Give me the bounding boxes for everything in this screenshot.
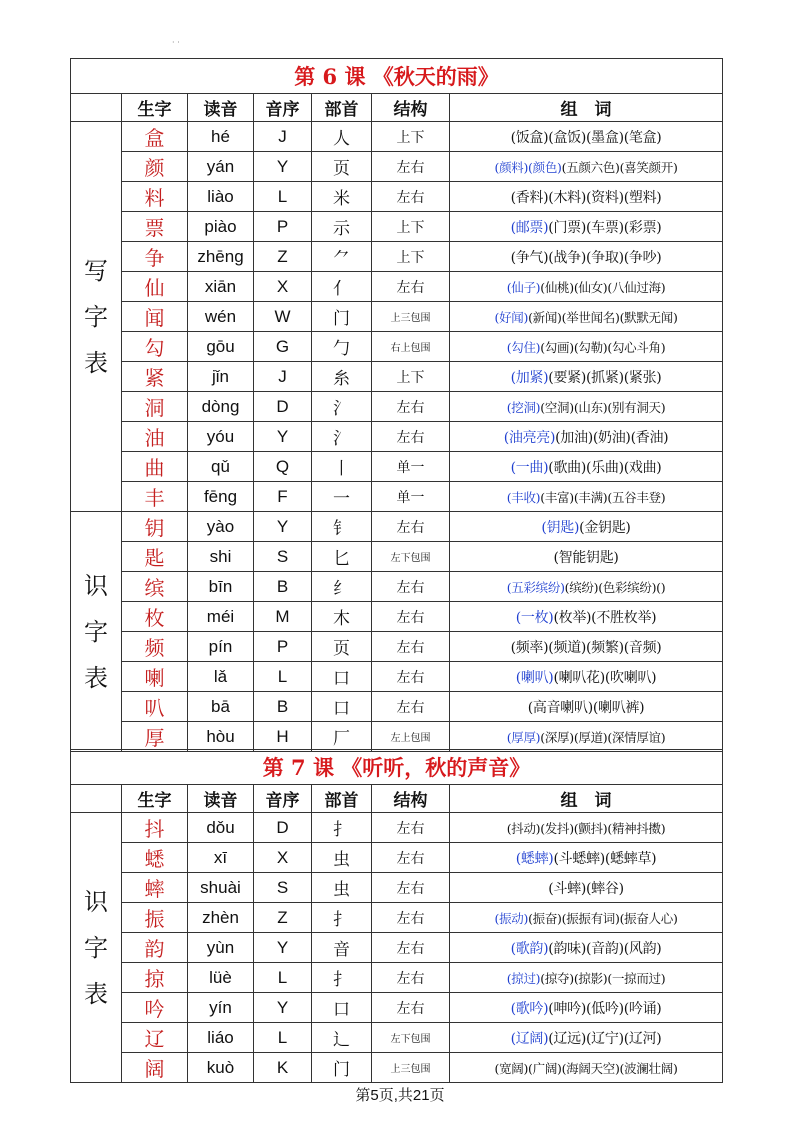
other-words: (香料)(木料)(资料)(塑料): [510, 189, 662, 206]
header-row: [71, 94, 723, 122]
highlight-words: (一枚): [515, 609, 554, 626]
table-row: [71, 422, 723, 452]
pinyin-cell: hòu: [188, 722, 254, 752]
order-cell: P: [254, 212, 312, 242]
table-row: [71, 392, 723, 422]
char-cell: 闻: [122, 302, 188, 332]
structure-cell: 左右: [372, 933, 450, 963]
table-row: [71, 512, 723, 542]
other-words: (抖动)(发抖)(颤抖)(精神抖擞): [506, 820, 666, 836]
lesson-6-table: [70, 58, 723, 752]
words-cell: [450, 452, 723, 482]
structure-cell: 左右: [372, 512, 450, 542]
highlight-words: (好闻): [494, 309, 529, 325]
scan-mark: · ·: [172, 38, 180, 47]
words-cell: [450, 512, 723, 542]
radical-cell: 虫: [312, 843, 372, 873]
pinyin-cell: yóu: [188, 422, 254, 452]
char-cell: 喇: [122, 662, 188, 692]
pinyin-cell: bā: [188, 692, 254, 722]
highlight-words: (油亮亮): [503, 429, 556, 446]
order-cell: S: [254, 542, 312, 572]
structure-cell: 左右: [372, 602, 450, 632]
words-cell: [450, 843, 723, 873]
order-cell: H: [254, 722, 312, 752]
radical-cell: 页: [312, 152, 372, 182]
words-cell: [450, 813, 723, 843]
char-cell: 颜: [122, 152, 188, 182]
radical-cell: 一: [312, 482, 372, 512]
highlight-words: (掠过): [506, 970, 541, 986]
order-cell: P: [254, 632, 312, 662]
order-cell: B: [254, 572, 312, 602]
words-cell: [450, 572, 723, 602]
other-words: (韵味)(音韵)(风韵): [548, 940, 662, 957]
header-blank: [71, 785, 122, 813]
category-glyph: 字: [84, 933, 108, 962]
header-radical: 部首: [312, 94, 372, 122]
table-row: [71, 542, 723, 572]
category-glyph: 表: [84, 663, 108, 692]
table-row: [71, 272, 723, 302]
char-cell: 匙: [122, 542, 188, 572]
other-words: (掠夺)(掠影)(一掠而过): [540, 970, 666, 986]
order-cell: X: [254, 272, 312, 302]
table-row: [71, 572, 723, 602]
order-cell: J: [254, 122, 312, 152]
table-row: [71, 692, 723, 722]
pinyin-cell: xiān: [188, 272, 254, 302]
structure-cell: 左右: [372, 152, 450, 182]
order-cell: Z: [254, 242, 312, 272]
radical-cell: 糸: [312, 362, 372, 392]
category-glyph: 识: [84, 887, 108, 916]
char-cell: 钥: [122, 512, 188, 542]
structure-cell: 右上包围: [372, 332, 450, 362]
radical-cell: 匕: [312, 542, 372, 572]
pinyin-cell: zhèn: [188, 903, 254, 933]
table-row: [71, 903, 723, 933]
words-cell: [450, 692, 723, 722]
radical-cell: 页: [312, 632, 372, 662]
pinyin-cell: yùn: [188, 933, 254, 963]
header-char: 生字: [122, 785, 188, 813]
pinyin-cell: dǒu: [188, 813, 254, 843]
header-blank: [71, 94, 122, 122]
radical-cell: 人: [312, 122, 372, 152]
pinyin-cell: hé: [188, 122, 254, 152]
header-char: 生字: [122, 94, 188, 122]
pinyin-cell: xī: [188, 843, 254, 873]
words-cell: [450, 662, 723, 692]
pinyin-cell: shi: [188, 542, 254, 572]
pinyin-cell: lüè: [188, 963, 254, 993]
table-row: [71, 332, 723, 362]
header-structure: 结构: [372, 785, 450, 813]
pinyin-cell: méi: [188, 602, 254, 632]
words-cell: [450, 212, 723, 242]
structure-cell: 上下: [372, 122, 450, 152]
other-words: (饭盒)(盒饭)(墨盒)(笔盒): [510, 129, 662, 146]
pinyin-cell: piào: [188, 212, 254, 242]
radical-cell: 辶: [312, 1023, 372, 1053]
category-label: [71, 813, 122, 1083]
structure-cell: 左右: [372, 963, 450, 993]
char-cell: 蟋: [122, 843, 188, 873]
order-cell: Z: [254, 903, 312, 933]
words-cell: [450, 903, 723, 933]
char-cell: 厚: [122, 722, 188, 752]
radical-cell: 氵: [312, 422, 372, 452]
category-glyph: 写: [84, 256, 108, 285]
other-words: (五颜六色)(喜笑颜开): [561, 159, 678, 175]
structure-cell: 左下包围: [372, 1023, 450, 1053]
other-words: (勾画)(勾勒)(勾心斗角): [540, 339, 666, 355]
order-cell: X: [254, 843, 312, 873]
char-cell: 蟀: [122, 873, 188, 903]
order-cell: D: [254, 392, 312, 422]
radical-cell: 钅: [312, 512, 372, 542]
radical-cell: 门: [312, 302, 372, 332]
radical-cell: 口: [312, 692, 372, 722]
char-cell: 曲: [122, 452, 188, 482]
structure-cell: 左右: [372, 392, 450, 422]
order-cell: Y: [254, 152, 312, 182]
words-cell: [450, 392, 723, 422]
highlight-words: (加紧): [510, 369, 549, 386]
char-cell: 油: [122, 422, 188, 452]
title-row: [71, 59, 723, 94]
order-cell: L: [254, 1023, 312, 1053]
order-cell: G: [254, 332, 312, 362]
char-cell: 丰: [122, 482, 188, 512]
category-label: [71, 512, 122, 752]
lesson-7-table: [70, 749, 723, 1083]
pinyin-cell: shuài: [188, 873, 254, 903]
char-cell: 频: [122, 632, 188, 662]
table-row: [71, 122, 723, 152]
other-words: (歌曲)(乐曲)(戏曲): [548, 459, 662, 476]
pinyin-cell: wén: [188, 302, 254, 332]
highlight-words: (挖洞): [506, 399, 541, 415]
words-cell: [450, 963, 723, 993]
highlight-words: (厚厚): [506, 729, 541, 745]
highlight-words: (勾住): [506, 339, 541, 355]
char-cell: 仙: [122, 272, 188, 302]
radical-cell: 丨: [312, 452, 372, 482]
structure-cell: 左右: [372, 632, 450, 662]
words-cell: [450, 542, 723, 572]
other-words: (喇叭花)(吹喇叭): [553, 669, 657, 686]
char-cell: 韵: [122, 933, 188, 963]
other-words: (呻吟)(低吟)(吟诵): [548, 1000, 662, 1017]
other-words: (新闻)(举世闻名)(默默无闻): [528, 309, 678, 325]
highlight-words: (颜料)(颜色): [494, 159, 562, 175]
order-cell: D: [254, 813, 312, 843]
structure-cell: 单一: [372, 482, 450, 512]
other-words: (频率)(频道)(频繁)(音频): [510, 639, 662, 656]
pinyin-cell: yán: [188, 152, 254, 182]
radical-cell: 勹: [312, 332, 372, 362]
order-cell: M: [254, 602, 312, 632]
radical-cell: 木: [312, 602, 372, 632]
pinyin-cell: yín: [188, 993, 254, 1023]
highlight-words: (喇叭): [515, 669, 554, 686]
structure-cell: 左右: [372, 903, 450, 933]
other-words: (仙桃)(仙女)(八仙过海): [540, 279, 666, 295]
structure-cell: 上三包围: [372, 302, 450, 332]
header-row: [71, 785, 723, 813]
structure-cell: 左右: [372, 272, 450, 302]
char-cell: 枚: [122, 602, 188, 632]
lesson-title: 第 6 课 《秋天的雨》: [71, 59, 723, 94]
table-row: [71, 662, 723, 692]
highlight-words: (钥匙): [541, 519, 580, 536]
highlight-words: (五彩缤纷): [506, 579, 565, 595]
pinyin-cell: kuò: [188, 1053, 254, 1083]
table-row: [71, 873, 723, 903]
table-row: [71, 362, 723, 392]
char-cell: 吟: [122, 993, 188, 1023]
structure-cell: 单一: [372, 452, 450, 482]
header-order: 音序: [254, 94, 312, 122]
radical-cell: ⺈: [312, 242, 372, 272]
words-cell: [450, 632, 723, 662]
highlight-words: (歌韵): [510, 940, 549, 957]
highlight-words: (仙子): [506, 279, 541, 295]
highlight-words: (邮票): [510, 219, 549, 236]
words-cell: [450, 1023, 723, 1053]
table-row: [71, 152, 723, 182]
header-words: 组 词: [450, 94, 723, 122]
words-cell: [450, 873, 723, 903]
table-row: [71, 1053, 723, 1083]
char-cell: 料: [122, 182, 188, 212]
words-cell: [450, 272, 723, 302]
radical-cell: 纟: [312, 572, 372, 602]
pinyin-cell: qǔ: [188, 452, 254, 482]
order-cell: K: [254, 1053, 312, 1083]
header-structure: 结构: [372, 94, 450, 122]
order-cell: Y: [254, 512, 312, 542]
structure-cell: 左下包围: [372, 542, 450, 572]
other-words: (丰富)(丰满)(五谷丰登): [540, 489, 666, 505]
char-cell: 缤: [122, 572, 188, 602]
highlight-words: (辽阔): [510, 1030, 549, 1047]
table-row: [71, 963, 723, 993]
order-cell: W: [254, 302, 312, 332]
words-cell: [450, 122, 723, 152]
char-cell: 勾: [122, 332, 188, 362]
structure-cell: 左右: [372, 843, 450, 873]
order-cell: F: [254, 482, 312, 512]
char-cell: 辽: [122, 1023, 188, 1053]
table-row: [71, 182, 723, 212]
table-row: [71, 302, 723, 332]
radical-cell: 扌: [312, 903, 372, 933]
structure-cell: 左右: [372, 182, 450, 212]
structure-cell: 左上包围: [372, 722, 450, 752]
lesson-title: 第 7 课 《听听，秋的声音》: [71, 750, 723, 785]
structure-cell: 上下: [372, 362, 450, 392]
other-words: (斗蟋蟀)(蟋蟀草): [553, 850, 657, 867]
other-words: (深厚)(厚道)(深情厚谊): [540, 729, 666, 745]
structure-cell: 上下: [372, 212, 450, 242]
structure-cell: 左右: [372, 813, 450, 843]
header-order: 音序: [254, 785, 312, 813]
radical-cell: 音: [312, 933, 372, 963]
pinyin-cell: liáo: [188, 1023, 254, 1053]
pinyin-cell: liào: [188, 182, 254, 212]
pinyin-cell: pín: [188, 632, 254, 662]
table-row: [71, 993, 723, 1023]
highlight-words: (一曲): [510, 459, 549, 476]
char-cell: 争: [122, 242, 188, 272]
radical-cell: 虫: [312, 873, 372, 903]
header-radical: 部首: [312, 785, 372, 813]
words-cell: [450, 422, 723, 452]
words-cell: [450, 362, 723, 392]
radical-cell: 厂: [312, 722, 372, 752]
category-glyph: 表: [84, 979, 108, 1008]
radical-cell: 亻: [312, 272, 372, 302]
radical-cell: 米: [312, 182, 372, 212]
words-cell: [450, 1053, 723, 1083]
title-row: [71, 750, 723, 785]
radical-cell: 门: [312, 1053, 372, 1083]
highlight-words: (振动): [494, 910, 529, 926]
table-row: [71, 1023, 723, 1053]
char-cell: 票: [122, 212, 188, 242]
order-cell: J: [254, 362, 312, 392]
words-cell: [450, 602, 723, 632]
words-cell: [450, 482, 723, 512]
order-cell: Y: [254, 993, 312, 1023]
structure-cell: 左右: [372, 422, 450, 452]
category-label: [71, 122, 122, 512]
header-words: 组 词: [450, 785, 723, 813]
char-cell: 洞: [122, 392, 188, 422]
other-words: (金钥匙): [579, 519, 631, 536]
order-cell: L: [254, 662, 312, 692]
other-words: (高音喇叭)(喇叭裤): [527, 699, 645, 716]
other-words: (加油)(奶油)(香油): [555, 429, 669, 446]
pinyin-cell: yào: [188, 512, 254, 542]
other-words: (缤纷)(色彩缤纷)(): [564, 579, 666, 595]
category-glyph: 表: [84, 348, 108, 377]
order-cell: Q: [254, 452, 312, 482]
char-cell: 抖: [122, 813, 188, 843]
words-cell: [450, 302, 723, 332]
other-words: (斗蟀)(蟀谷): [548, 880, 624, 897]
highlight-words: (丰收): [506, 489, 541, 505]
other-words: (振奋)(振振有词)(振奋人心): [528, 910, 678, 926]
other-words: (辽远)(辽宁)(辽河): [548, 1030, 662, 1047]
other-words: (空洞)(山东)(别有洞天): [540, 399, 666, 415]
char-cell: 掠: [122, 963, 188, 993]
words-cell: [450, 933, 723, 963]
words-cell: [450, 332, 723, 362]
order-cell: B: [254, 692, 312, 722]
pinyin-cell: fēng: [188, 482, 254, 512]
structure-cell: 左右: [372, 873, 450, 903]
pinyin-cell: dòng: [188, 392, 254, 422]
table-row: [71, 843, 723, 873]
structure-cell: 上三包围: [372, 1053, 450, 1083]
pinyin-cell: bīn: [188, 572, 254, 602]
pinyin-cell: gōu: [188, 332, 254, 362]
category-glyph: 识: [84, 571, 108, 600]
header-pinyin: 读音: [188, 785, 254, 813]
table-row: [71, 212, 723, 242]
words-cell: [450, 722, 723, 752]
table-row: [71, 242, 723, 272]
table-row: [71, 933, 723, 963]
highlight-words: (蟋蟀): [515, 850, 554, 867]
char-cell: 振: [122, 903, 188, 933]
radical-cell: 氵: [312, 392, 372, 422]
radical-cell: 扌: [312, 813, 372, 843]
table-row: [71, 632, 723, 662]
other-words: (枚举)(不胜枚举): [553, 609, 657, 626]
table-row: [71, 813, 723, 843]
order-cell: L: [254, 182, 312, 212]
other-words: (争气)(战争)(争取)(争吵): [510, 249, 662, 266]
other-words: (智能钥匙): [553, 549, 619, 566]
structure-cell: 左右: [372, 692, 450, 722]
page-number: 第5页,共21页: [355, 1087, 445, 1104]
header-pinyin: 读音: [188, 94, 254, 122]
words-cell: [450, 182, 723, 212]
pinyin-cell: jǐn: [188, 362, 254, 392]
table-row: [71, 482, 723, 512]
category-glyph: 字: [84, 302, 108, 331]
pinyin-cell: zhēng: [188, 242, 254, 272]
char-cell: 盒: [122, 122, 188, 152]
order-cell: S: [254, 873, 312, 903]
char-cell: 叭: [122, 692, 188, 722]
other-words: (宽阔)(广阔)(海阔天空)(波澜壮阔): [494, 1060, 678, 1076]
other-words: (门票)(车票)(彩票): [548, 219, 662, 236]
char-cell: 紧: [122, 362, 188, 392]
order-cell: Y: [254, 422, 312, 452]
table-row: [71, 452, 723, 482]
char-cell: 阔: [122, 1053, 188, 1083]
structure-cell: 左右: [372, 993, 450, 1023]
words-cell: [450, 152, 723, 182]
radical-cell: 口: [312, 662, 372, 692]
table-row: [71, 602, 723, 632]
category-glyph: 字: [84, 617, 108, 646]
radical-cell: 口: [312, 993, 372, 1023]
pinyin-cell: lǎ: [188, 662, 254, 692]
structure-cell: 上下: [372, 242, 450, 272]
table-row: [71, 722, 723, 752]
structure-cell: 左右: [372, 572, 450, 602]
words-cell: [450, 993, 723, 1023]
highlight-words: (歌吟): [510, 1000, 549, 1017]
radical-cell: 示: [312, 212, 372, 242]
order-cell: Y: [254, 933, 312, 963]
other-words: (要紧)(抓紧)(紧张): [548, 369, 662, 386]
structure-cell: 左右: [372, 662, 450, 692]
radical-cell: 扌: [312, 963, 372, 993]
order-cell: L: [254, 963, 312, 993]
words-cell: [450, 242, 723, 272]
